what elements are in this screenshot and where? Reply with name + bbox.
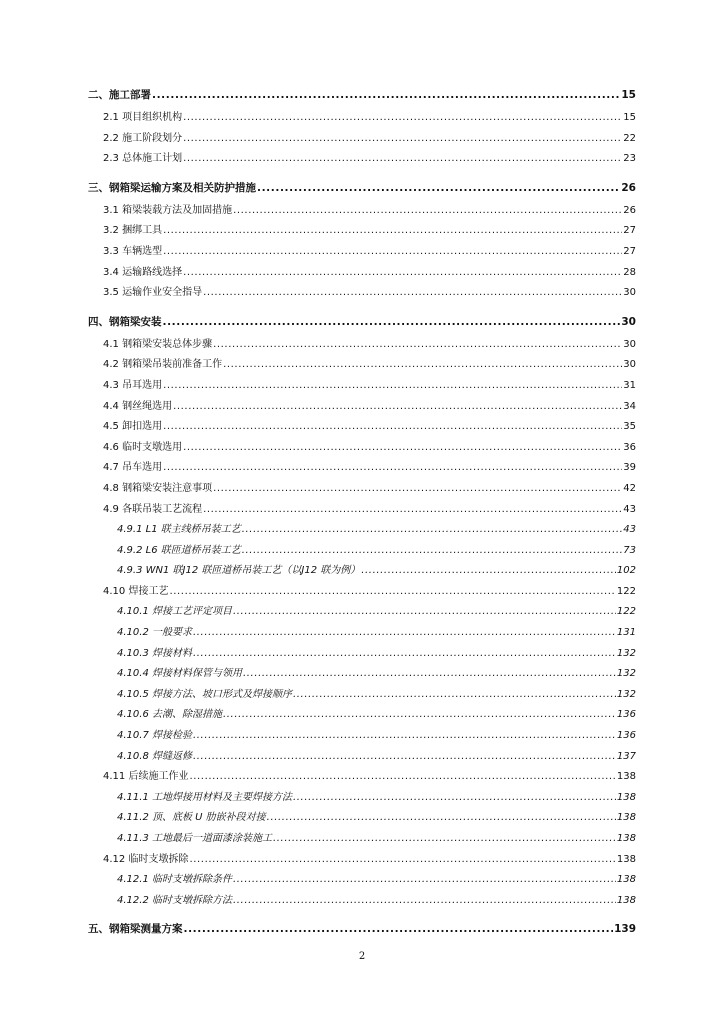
toc-entry-page-number: 23 bbox=[623, 153, 636, 165]
toc-entry-title: 4.10 焊接工艺 bbox=[103, 585, 169, 597]
toc-entry-title: 4.12.1 临时支墩拆除条件 bbox=[117, 874, 232, 886]
toc-entry-page-number: 138 bbox=[616, 812, 636, 824]
toc-entry-page-number: 139 bbox=[614, 923, 636, 936]
toc-entry-page-number: 22 bbox=[623, 132, 636, 144]
toc-entry-level-2[interactable] bbox=[88, 201, 636, 222]
toc-entry-level-2[interactable] bbox=[88, 263, 636, 284]
toc-entry-page-number: 132 bbox=[616, 668, 636, 680]
toc-entry-page-number: 138 bbox=[616, 894, 636, 906]
toc-entry-page-number: 43 bbox=[623, 503, 636, 515]
toc-entry-level-2[interactable] bbox=[88, 500, 636, 521]
toc-entry-title: 4.5 卸扣选用 bbox=[103, 421, 163, 433]
dot-leader bbox=[293, 788, 616, 809]
dot-leader bbox=[233, 602, 616, 623]
toc-entry-page-number: 138 bbox=[616, 771, 636, 783]
toc-entry-title: 四、钢箱梁安装 bbox=[88, 315, 162, 328]
toc-entry-page-number: 15 bbox=[623, 112, 636, 123]
toc-entry-page-number: 30 bbox=[623, 287, 636, 299]
toc-entry-page-number: 136 bbox=[616, 730, 636, 742]
toc-entry-title: 4.8 钢箱梁安装注意事项 bbox=[103, 482, 213, 494]
dot-leader bbox=[193, 747, 616, 768]
dot-leader bbox=[163, 221, 622, 242]
toc-entry-level-2[interactable] bbox=[88, 582, 636, 603]
toc-entry-level-3[interactable] bbox=[88, 747, 636, 768]
toc-entry-title: 2.1 项目组织机构 bbox=[103, 112, 183, 123]
toc-entry-title: 3.1 箱梁装载方法及加固措施 bbox=[103, 204, 233, 216]
page-number: 2 bbox=[358, 951, 366, 962]
toc-entry-page-number: 15 bbox=[621, 89, 636, 101]
toc-entry-title: 4.10.7 焊接检验 bbox=[117, 730, 192, 742]
toc-entry-level-2[interactable] bbox=[88, 108, 636, 129]
toc-entry-title: 五、钢箱梁测量方案 bbox=[88, 923, 183, 936]
toc-entry-title: 2.2 施工阶段划分 bbox=[103, 132, 183, 144]
toc-entry-level-3[interactable] bbox=[88, 520, 636, 541]
dot-leader bbox=[183, 129, 622, 150]
dot-leader bbox=[267, 808, 616, 829]
toc-entry-level-2[interactable] bbox=[88, 767, 636, 788]
toc-entry-page-number: 138 bbox=[616, 833, 636, 844]
toc-entry-level-2[interactable] bbox=[88, 376, 636, 397]
toc-entry-level-3[interactable] bbox=[88, 602, 636, 623]
dot-leader bbox=[213, 479, 622, 500]
toc-entry-page-number: 27 bbox=[623, 225, 636, 237]
toc-entry-title: 三、钢箱梁运输方案及相关防护措施 bbox=[88, 181, 256, 194]
dot-leader bbox=[163, 313, 621, 331]
toc-entry-title: 3.2 捆绑工具 bbox=[103, 225, 163, 237]
toc-entry-page-number: 28 bbox=[623, 266, 636, 278]
toc-entry-title: 4.7 吊车选用 bbox=[103, 462, 163, 474]
toc-entry-title: 4.2 钢箱梁吊装前准备工作 bbox=[103, 359, 223, 371]
toc-entry-page-number: 27 bbox=[623, 245, 636, 257]
dot-leader bbox=[233, 201, 622, 222]
dot-leader bbox=[193, 726, 616, 747]
toc-entry-page-number: 30 bbox=[621, 315, 636, 328]
toc-entry-page-number: 138 bbox=[616, 874, 636, 886]
toc-entry-page-number: 31 bbox=[623, 379, 636, 391]
toc-entry-title: 2.3 总体施工计划 bbox=[103, 153, 183, 165]
toc-entry-title: 3.5 运输作业安全指导 bbox=[103, 287, 203, 299]
toc-entry-level-2[interactable] bbox=[88, 283, 636, 304]
toc-entry-page-number: 42 bbox=[623, 482, 636, 494]
toc-entry-title: 4.10.8 焊缝返修 bbox=[117, 750, 192, 762]
toc-entry-level-3[interactable] bbox=[88, 664, 636, 685]
toc-entry-page-number: 26 bbox=[621, 181, 636, 194]
toc-entry-title: 4.10.5 焊接方法、坡口形式及焊接顺序 bbox=[117, 688, 292, 700]
toc-entry-level-3[interactable] bbox=[88, 541, 636, 562]
dot-leader bbox=[243, 664, 616, 685]
toc-entry-title: 4.10.6 去潮、除湿措施 bbox=[117, 709, 222, 721]
toc-entry-level-3[interactable] bbox=[88, 870, 636, 891]
toc-entry-title: 3.4 运输路线选择 bbox=[103, 266, 183, 278]
toc-entry-title: 4.12 临时支墩拆除 bbox=[103, 853, 189, 865]
dot-leader bbox=[183, 263, 622, 284]
toc-entry-level-1[interactable] bbox=[88, 179, 636, 197]
toc-entry-page-number: 138 bbox=[616, 853, 636, 865]
toc-entry-level-1[interactable] bbox=[88, 920, 636, 938]
toc-entry-level-1[interactable] bbox=[88, 313, 636, 331]
toc-entry-level-2[interactable] bbox=[88, 458, 636, 479]
toc-entry-title: 4.3 吊耳选用 bbox=[103, 379, 163, 391]
dot-leader bbox=[189, 850, 615, 871]
toc-entry-level-3[interactable] bbox=[88, 705, 636, 726]
dot-leader bbox=[213, 335, 622, 356]
toc-entry-title: 4.11 后续施工作业 bbox=[103, 771, 189, 783]
toc-entry-level-2[interactable] bbox=[88, 417, 636, 438]
toc-entry-level-3[interactable] bbox=[88, 829, 636, 850]
dot-leader bbox=[152, 86, 620, 104]
dot-leader bbox=[361, 561, 616, 582]
toc-entry-level-3[interactable] bbox=[88, 726, 636, 747]
dot-leader bbox=[183, 149, 622, 170]
toc-entry-title: 4.10.1 焊接工艺评定项目 bbox=[117, 606, 232, 618]
toc-entry-level-3[interactable] bbox=[88, 644, 636, 665]
toc-entry-level-1[interactable] bbox=[88, 86, 636, 104]
toc-entry-level-2[interactable] bbox=[88, 242, 636, 263]
dot-leader bbox=[233, 870, 616, 891]
dot-leader bbox=[184, 920, 614, 938]
dot-leader bbox=[169, 582, 615, 603]
toc-entry-level-2[interactable] bbox=[88, 355, 636, 376]
dot-leader bbox=[242, 520, 623, 541]
toc-entry-page-number: 138 bbox=[616, 791, 636, 803]
toc-entry-page-number: 122 bbox=[616, 585, 636, 597]
dot-leader bbox=[223, 355, 622, 376]
toc-entry-level-2[interactable] bbox=[88, 221, 636, 242]
dot-leader bbox=[293, 685, 616, 706]
toc-entry-level-2[interactable] bbox=[88, 149, 636, 170]
toc-entry-page-number: 43 bbox=[623, 524, 636, 536]
dot-leader bbox=[203, 283, 622, 304]
toc-entry-level-2[interactable] bbox=[88, 335, 636, 356]
toc-entry-page-number: 137 bbox=[616, 750, 636, 762]
toc-entry-title: 4.9 各联吊装工艺流程 bbox=[103, 503, 203, 515]
toc-entry-page-number: 102 bbox=[616, 565, 636, 577]
toc-entry-title: 3.3 车辆选型 bbox=[103, 245, 163, 257]
toc-entry-title: 4.11.1 工地焊接用材料及主要焊接方法 bbox=[117, 791, 292, 803]
toc-entry-title: 4.10.3 焊接材料 bbox=[117, 647, 192, 659]
toc-entry-level-2[interactable] bbox=[88, 850, 636, 871]
toc-entry-level-3[interactable] bbox=[88, 623, 636, 644]
toc-entry-page-number: 39 bbox=[623, 462, 636, 474]
toc-entry-title: 4.10.4 焊接材料保管与领用 bbox=[117, 668, 242, 680]
toc-entry-title: 4.6 临时支墩选用 bbox=[103, 441, 183, 453]
toc-entry-page-number: 132 bbox=[616, 688, 636, 700]
toc-entry-level-3[interactable] bbox=[88, 891, 636, 912]
dot-leader bbox=[183, 438, 622, 459]
dot-leader bbox=[189, 767, 615, 788]
toc-entry-title: 二、施工部署 bbox=[88, 89, 151, 101]
toc-entry-page-number: 36 bbox=[623, 441, 636, 453]
table-of-contents bbox=[88, 86, 636, 942]
toc-entry-title: 4.4 钢丝绳选用 bbox=[103, 400, 173, 412]
toc-entry-level-2[interactable] bbox=[88, 397, 636, 418]
toc-entry-page-number: 26 bbox=[623, 204, 636, 216]
dot-leader bbox=[203, 500, 622, 521]
toc-entry-title: 4.11.3 工地最后一道面漆涂装施工 bbox=[117, 833, 272, 844]
dot-leader bbox=[183, 108, 622, 129]
toc-entry-level-3[interactable] bbox=[88, 788, 636, 809]
dot-leader bbox=[163, 417, 622, 438]
dot-leader bbox=[233, 891, 616, 912]
dot-leader bbox=[242, 541, 623, 562]
toc-entry-level-3[interactable] bbox=[88, 685, 636, 706]
dot-leader bbox=[163, 242, 622, 263]
dot-leader bbox=[193, 644, 616, 665]
dot-leader bbox=[193, 623, 616, 644]
toc-entry-page-number: 30 bbox=[623, 359, 636, 371]
toc-entry-title: 4.11.2 顶、底板 U 肋嵌补段对接 bbox=[117, 812, 266, 824]
toc-entry-level-2[interactable] bbox=[88, 438, 636, 459]
toc-entry-title: 4.12.2 临时支墩拆除方法 bbox=[117, 894, 232, 906]
toc-entry-page-number: 132 bbox=[616, 647, 636, 659]
dot-leader bbox=[173, 397, 622, 418]
dot-leader bbox=[257, 179, 620, 197]
dot-leader bbox=[223, 705, 616, 726]
toc-entry-title: 4.9.1 L1 联主线桥吊装工艺 bbox=[117, 524, 241, 536]
dot-leader bbox=[163, 376, 622, 397]
toc-entry-level-3[interactable] bbox=[88, 561, 636, 582]
toc-entry-page-number: 122 bbox=[616, 606, 636, 618]
dot-leader bbox=[163, 458, 622, 479]
toc-entry-page-number: 35 bbox=[623, 421, 636, 433]
toc-entry-page-number: 136 bbox=[616, 709, 636, 721]
toc-entry-title: 4.1 钢箱梁安装总体步骤 bbox=[103, 338, 213, 350]
toc-entry-page-number: 131 bbox=[616, 627, 636, 639]
toc-entry-page-number: 73 bbox=[623, 544, 636, 556]
toc-entry-title: 4.10.2 一般要求 bbox=[117, 627, 192, 639]
dot-leader bbox=[273, 829, 616, 850]
toc-entry-title: 4.9.3 WN1 联J12 联匝道桥吊装工艺（以J12 联为例） bbox=[117, 565, 361, 577]
toc-entry-title: 4.9.2 L6 联匝道桥吊装工艺 bbox=[117, 544, 241, 556]
toc-entry-page-number: 34 bbox=[623, 400, 636, 412]
toc-entry-level-3[interactable] bbox=[88, 808, 636, 829]
toc-entry-level-2[interactable] bbox=[88, 479, 636, 500]
toc-entry-page-number: 30 bbox=[623, 338, 636, 350]
toc-entry-level-2[interactable] bbox=[88, 129, 636, 150]
